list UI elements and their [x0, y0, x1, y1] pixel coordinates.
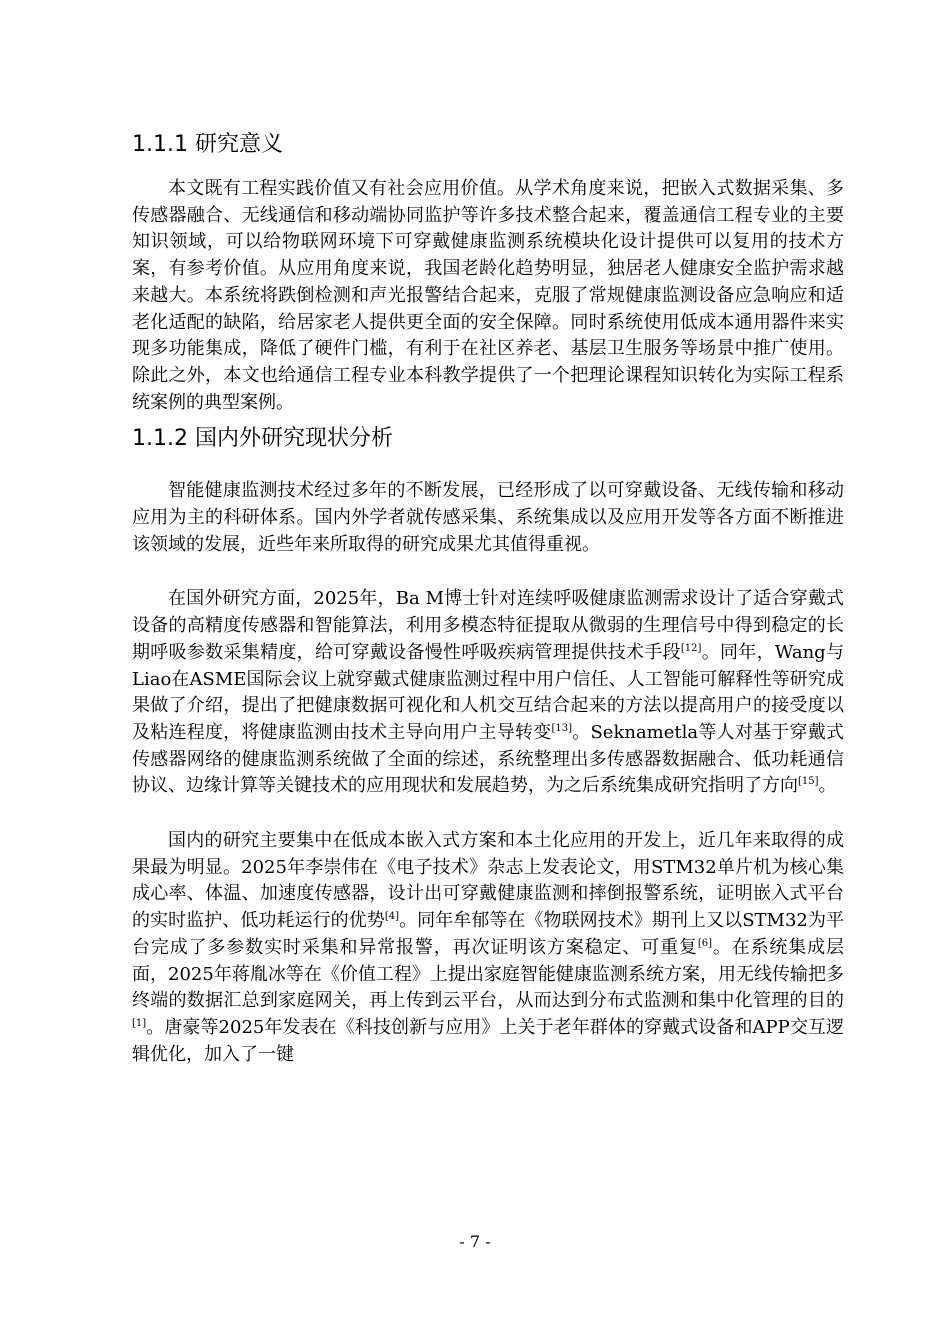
citation-ref: [4]: [384, 911, 400, 923]
paragraph-status-overview: 智能健康监测技术经过多年的不断发展，已经形成了以可穿戴设备、无线传输和移动应用为主的科研体系。国内外学者就传感采集、系统集成以及应用开发等各方面不断推进该领域的发展，近些年来所取得的研究成果尤其值得重视。: [132, 480, 844, 555]
page-body: [132, 130, 844, 1068]
text-run: 在国外研究方面，2025年，Ba M博士针对连续呼吸健康监测需求设计了适合穿戴式设备的高精度传感器和智能算法，利用多模态特征提取从微弱的生理信号中得到稳定的长期呼吸参数采集精度，给可穿戴设备慢性呼吸疾病管理提供技术手段: [132, 588, 844, 663]
text-run: 。Seknametla等人对基于穿戴式传感器网络的健康监测系统做了全面的综述，系统整理出多传感器数据融合、低功耗通信协议、边缘计算等关键技术的应用现状和发展趋势，为之后系统集成研究指明了方向: [132, 721, 845, 797]
paragraph-foreign-research: [132, 586, 844, 800]
citation-ref: [6]: [697, 937, 712, 949]
text-run: 。: [818, 775, 837, 797]
text-run: 。同年，Wang与Liao在ASME国际会议上就穿戴式健康监测过程中用户信任、人工智能可解释性等研究成果做了介绍，提出了把健康数据可视化和人机交互结合起来的方法以提高用户的接受度以及粘连程度，将健康监测由技术主导向用户主导转变: [132, 641, 844, 743]
citation-ref: [13]: [551, 722, 572, 734]
citation-ref: [15]: [798, 776, 819, 788]
paragraph-domestic-research: [132, 828, 844, 1068]
page-number: - 7 -: [459, 1232, 491, 1251]
paragraph-research-significance: 本文既有工程实践价值又有社会应用价值。从学术角度来说，把嵌入式数据采集、多传感器融合、无线通信和移动端协同监护等许多技术整合起来，覆盖通信工程专业的主要知识领域，可以给物联网环境下可穿戴健康监测系统模块化设计提供可以复用的技术方案，有参考价值。从应用角度来说，我国老龄化趋势明显，独居老人健康安全监护需求越来越大。本系统将跌倒检测和声光报警结合起来，克服了常规健康监测设备应急响应和适老化适配的缺陷，给居家老人提供更全面的安全保障。同时系统使用低成本通用器件来实现多功能集成，降低了硬件门槛，有利于在社区养老、基层卫生服务等场景中推广使用。除此之外，本文也给通信工程专业本科教学提供了一个把理论课程知识转化为实际工程系统案例的典型案例。: [132, 178, 844, 413]
text-run: 。在系统集成层面，2025年蒋胤冰等在《价值工程》上提出家庭智能健康监测系统方案，用无线传输把多终端的数据汇总到家庭网关，再上传到云平台，从而达到分布式监测和集中化管理的目的: [132, 936, 845, 1012]
text-run: 。唐豪等2025年发表在《科技创新与应用》上关于老年群体的穿戴式设备和APP交互逻辑优化，加入了一键: [132, 1016, 844, 1065]
section-heading-research-significance: 1.1.1 研究意义: [132, 132, 283, 157]
section-heading-research-status: 1.1.2 国内外研究现状分析: [132, 426, 393, 452]
text-run: 国内的研究主要集中在低成本嵌入式方案和本土化应用的开发上，近几年来取得的成果最为明显。2025年李崇伟在《电子技术》杂志上发表论文，用STM32单片机为核心集成心率、体温、加速度传感器，设计出可穿戴健康监测和摔倒报警系统，证明嵌入式平台的实时监护、低功耗运行的优势: [132, 830, 844, 932]
citation-ref: [1]: [132, 1017, 147, 1029]
citation-ref: [12]: [680, 642, 702, 654]
text-run: 。同年牟郁等在《物联网技术》期刊上又以STM32为平台完成了多参数实时采集和异常报警，再次证明该方案稳定、可重复: [132, 910, 845, 958]
